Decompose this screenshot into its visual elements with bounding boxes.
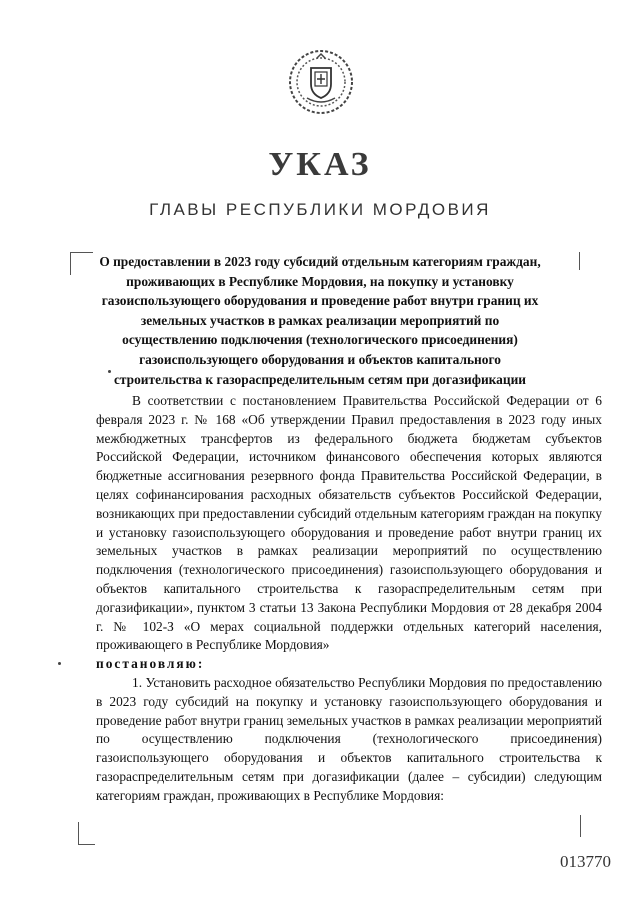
scan-speck	[58, 662, 61, 665]
item-1-paragraph: 1. Установить расходное обязательство Республики Мордовия по предоставлению в 2023 году субсидий на покупку и установку газоиспользующего оборудования и проведение работ внутри границ земельных участков в рамках реализации мероприятий по осуществлению подключения (технологического присоединения) газоиспользующего оборудования и объектов капитального строительства к газораспределительным сетям при догазификации (далее – субсидии) следующим категориям граждан, проживающих в Республике Мордовия:	[96, 674, 602, 803]
page-number: 013770	[560, 852, 611, 871]
coat-of-arms-emblem	[287, 48, 355, 116]
decree-title: О предоставлении в 2023 году субсидий отдельным категориям граждан, проживающих в Республике Мордовия, на покупку и установку газоиспользующего оборудования и проведение работ внутри границ их земельных участков в рамках реализации мероприятий по осуществлению подключения (технологического присоединения) газоиспользующего оборудования и объектов капитального строительства к газораспределительным сетям при догазификации	[99, 254, 541, 387]
decree-word: постановляю:	[96, 656, 205, 672]
decree-body	[96, 392, 602, 806]
body-bracket-bottom-right	[578, 815, 581, 837]
title-bracket-top-left	[70, 252, 93, 275]
title-bracket-top-right	[567, 252, 580, 270]
scan-speck	[108, 370, 111, 373]
body-bracket-bottom-left	[78, 822, 95, 845]
issuing-authority: ГЛАВЫ РЕСПУБЛИКИ МОРДОВИЯ	[149, 200, 491, 219]
document-type-heading: УКАЗ	[268, 146, 372, 183]
preamble-paragraph: В соответствии с постановлением Правительства Российской Федерации от 6 февраля 2023 г. № 168 «Об утверждении Правил предоставления в 2023 году иных межбюджетных трансфертов из федерального бюджета бюджетам субъектов Российской Федерации, источником финансового обеспечения которых являются бюджетные ассигнования резервного фонда Правительства Российской Федерации, в целях софинансирования расходных обязательств субъектов Российской Федерации, возникающих при предоставлении субсидий отдельным категориям граждан на покупку и установку газоиспользующего оборудования и проведение работ внутри границ их земельных участков в рамках реализации мероприятий по осуществлению подключения (технологического присоединения) газоиспользующего оборудования и объектов капитального строительства к газораспределительным сетям при догазификации», пунктом 3 статьи 13 Закона Республики Мордовия от 28 декабря 2004 г. № 102-З «О мерах социальной поддержки отдельных категорий населения, проживающего в Республике Мордовия»	[96, 393, 602, 653]
